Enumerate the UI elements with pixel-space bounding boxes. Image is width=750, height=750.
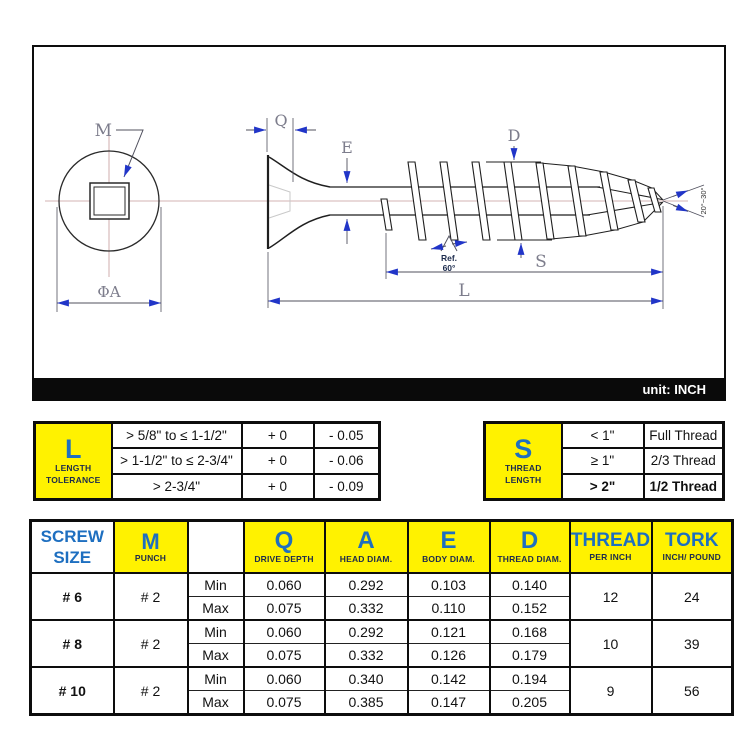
e-min: 0.103	[408, 573, 490, 597]
header-screw-size	[31, 521, 114, 574]
label-e: E	[341, 138, 353, 157]
s-table-label-cell	[485, 423, 562, 500]
min-label: Min	[188, 667, 244, 691]
thread-per-inch: 10	[570, 620, 652, 667]
header-screw-size-line1: SCREW	[40, 526, 104, 546]
l-plus: + 0	[242, 474, 314, 500]
thread-per-inch: 9	[570, 667, 652, 715]
q-max: 0.075	[244, 644, 325, 668]
screw-size: # 10	[31, 667, 114, 715]
a-min: 0.292	[325, 573, 408, 597]
l-range: > 1-1/2" to ≤ 2-3/4"	[112, 448, 242, 473]
label-m: M	[94, 121, 112, 141]
thread-per-inch: 12	[570, 573, 652, 620]
s-value: 1/2 Thread	[644, 474, 724, 500]
l-plus: + 0	[242, 423, 314, 449]
header-screw-size-line2: SIZE	[53, 548, 92, 567]
l-table-letter: L	[65, 434, 82, 465]
label-s: S	[535, 252, 547, 272]
max-label: Max	[188, 644, 244, 668]
e-max: 0.110	[408, 597, 490, 621]
l-minus: - 0.06	[314, 448, 380, 473]
header-m-punch: M PUNCH	[114, 521, 188, 574]
l-minus: - 0.09	[314, 474, 380, 500]
l-range: > 5/8" to ≤ 1-1/2"	[112, 423, 242, 449]
label-l: L	[458, 281, 470, 301]
tork-value: 56	[652, 667, 733, 715]
header-d: D THREAD DIAM.	[490, 521, 570, 574]
a-max: 0.385	[325, 691, 408, 715]
max-label: Max	[188, 597, 244, 621]
square-drive-outer	[90, 183, 129, 219]
m-leader-line	[116, 130, 143, 177]
punch-size: # 2	[114, 573, 188, 620]
punch-size: # 2	[114, 620, 188, 667]
l-plus: + 0	[242, 448, 314, 473]
label-ref-angle: 60°	[442, 263, 456, 273]
l-minus: - 0.05	[314, 423, 380, 449]
a-min: 0.340	[325, 667, 408, 691]
label-ref: Ref.	[440, 253, 458, 263]
l-range: > 2-3/4"	[112, 474, 242, 500]
table-row	[31, 667, 733, 691]
s-table-title-2: LENGTH	[505, 474, 542, 485]
q-min: 0.060	[244, 573, 325, 597]
s-value: 2/3 Thread	[644, 448, 724, 473]
screw-size: # 6	[31, 573, 114, 620]
screw-size: # 8	[31, 620, 114, 667]
table-row	[31, 620, 733, 644]
e-min: 0.121	[408, 620, 490, 644]
l-table-title-2: TOLERANCE	[45, 474, 101, 485]
e-max: 0.147	[408, 691, 490, 715]
d-min: 0.140	[490, 573, 570, 597]
label-d: D	[507, 126, 521, 145]
a-min: 0.292	[325, 620, 408, 644]
table-row	[31, 573, 733, 597]
s-table-letter: S	[514, 434, 533, 465]
a-max: 0.332	[325, 644, 408, 668]
s-range: < 1"	[562, 423, 644, 449]
min-label: Min	[188, 620, 244, 644]
q-max: 0.075	[244, 691, 325, 715]
length-tolerance-table	[33, 421, 381, 501]
max-label: Max	[188, 691, 244, 715]
label-tip-angle: 20°~30°	[699, 187, 708, 215]
header-minmax-blank	[188, 521, 244, 574]
q-max: 0.075	[244, 597, 325, 621]
s-table-title-1: THREAD	[504, 463, 542, 474]
screw-side-view	[268, 155, 663, 249]
thread-length-table	[483, 421, 725, 501]
unit-bar: unit: INCH	[32, 378, 726, 401]
d-min: 0.194	[490, 667, 570, 691]
header-a: A HEAD DIAM.	[325, 521, 408, 574]
header-e: E BODY DIAM.	[408, 521, 490, 574]
label-phi-a: ΦA	[97, 283, 121, 301]
a-max: 0.332	[325, 597, 408, 621]
d-max: 0.179	[490, 644, 570, 668]
l-table-title-1: LENGTH	[55, 463, 92, 474]
e-max: 0.126	[408, 644, 490, 668]
screw-spec-table	[29, 519, 734, 716]
s-range: ≥ 1"	[562, 448, 644, 473]
s-value: Full Thread	[644, 423, 724, 449]
d-max: 0.205	[490, 691, 570, 715]
q-min: 0.060	[244, 620, 325, 644]
tork-value: 24	[652, 573, 733, 620]
d-min: 0.168	[490, 620, 570, 644]
min-label: Min	[188, 573, 244, 597]
d-max: 0.152	[490, 597, 570, 621]
l-table-label-cell	[35, 423, 112, 500]
header-thread: THREAD PER INCH	[570, 521, 652, 574]
header-q: Q DRIVE DEPTH	[244, 521, 325, 574]
header-tork: TORK INCH/ POUND	[652, 521, 733, 574]
q-min: 0.060	[244, 667, 325, 691]
s-range: > 2"	[562, 474, 644, 500]
e-min: 0.142	[408, 667, 490, 691]
tork-value: 39	[652, 620, 733, 667]
punch-size: # 2	[114, 667, 188, 715]
label-q: Q	[274, 111, 288, 130]
